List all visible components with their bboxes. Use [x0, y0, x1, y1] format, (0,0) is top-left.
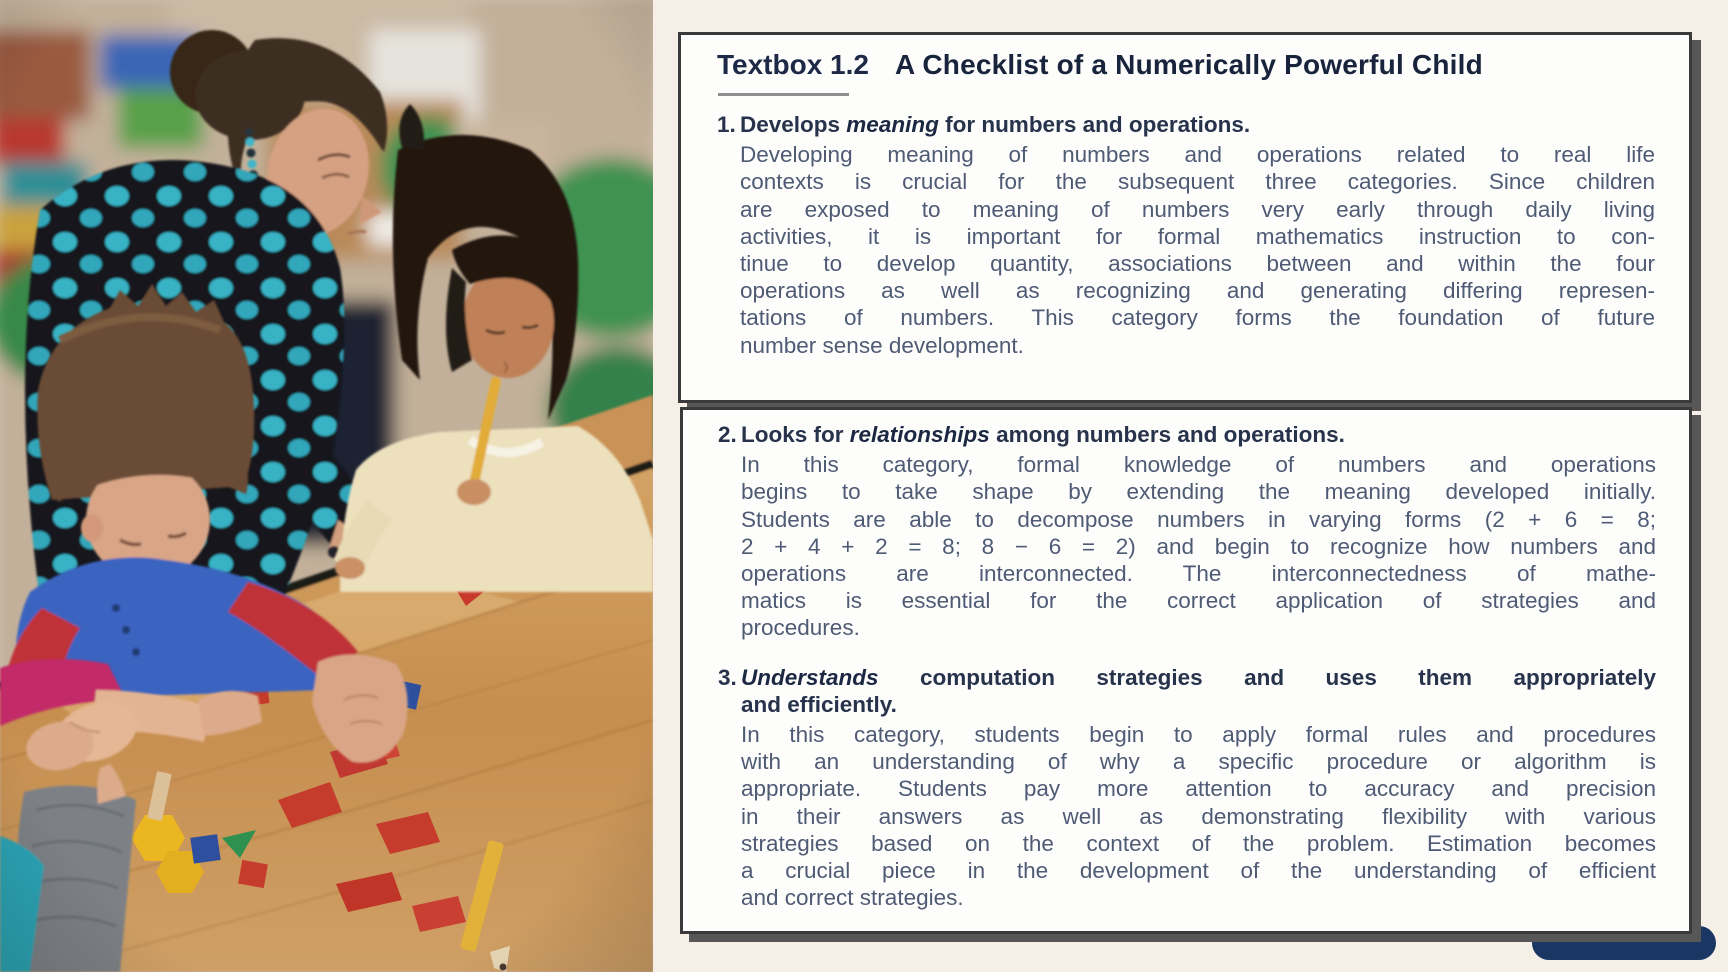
item-heading [741, 421, 1656, 448]
item-body [741, 721, 1656, 911]
item-body-line: a crucial piece in the development of the understanding of efficient [741, 858, 1656, 884]
item-heading-text: Looks for [741, 422, 850, 447]
item-body-line: contexts is crucial for the subsequent three categories. Since children [740, 169, 1655, 195]
item-body-line: begins to take shape by extending the meaning developed initially. [741, 479, 1656, 505]
item-heading-text: Develops [740, 112, 847, 137]
item-keyword: relationships [849, 422, 990, 447]
textbox-title: A Checklist of a Numerically Powerful Child [894, 49, 1483, 80]
item-body-line: strategies based on the context of the problem. Estimation becomes [741, 830, 1656, 856]
checklist-item [718, 664, 1656, 912]
item-heading-text: for numbers and operations. [938, 112, 1251, 137]
photo-vignette [0, 0, 653, 972]
item-body-line: In this category, students begin to apply formal rules and procedures [741, 722, 1656, 748]
textbox-page-bottom [680, 407, 1692, 934]
item-body-line: with an understanding of why a specific procedure or algorithm is [741, 749, 1656, 775]
item-body-line: and correct strategies. [741, 885, 964, 911]
item-body-line: operations are interconnected. The interconnectedness of mathe- [741, 561, 1656, 587]
item-body-line: number sense development. [740, 332, 1024, 358]
item-heading [740, 111, 1655, 138]
item-body-line: matics is essential for the correct application of strategies and [741, 588, 1656, 614]
item-body-line: in their answers as well as demonstrating flexibility with various [741, 803, 1656, 829]
item-number: 2. [718, 422, 737, 447]
item-heading-text: computation strategies and uses them appropriately [878, 664, 1656, 690]
item-heading-line [741, 691, 1656, 718]
textbox-header [717, 48, 1655, 82]
item-keyword: Understands [741, 664, 879, 690]
item-heading-text: among numbers and operations. [989, 422, 1345, 447]
checklist-items-bottom [718, 421, 1656, 911]
item-keyword: meaning [846, 112, 939, 137]
item-body-line: tinue to develop quantity, associations between and within the four [740, 251, 1655, 277]
textbox-page-top [678, 32, 1692, 403]
item-heading-line [741, 664, 1656, 691]
checklist-items-top [717, 111, 1655, 359]
item-heading-line [740, 111, 1655, 138]
item-body-line: 2 + 4 + 2 = 8; 8 − 6 = 2) and begin to recognize how numbers and [741, 533, 1656, 559]
textbox-label: Textbox 1.2 [717, 49, 869, 80]
checklist-item [717, 111, 1655, 359]
item-body-line: Developing meaning of numbers and operations related to real life [740, 142, 1655, 168]
item-body-line: appropriate. Students pay more attention to accuracy and precision [741, 776, 1656, 802]
item-heading [741, 664, 1656, 718]
item-number: 1. [717, 112, 736, 137]
item-number: 3. [718, 664, 737, 690]
item-body-line: procedures. [741, 615, 860, 641]
item-body-line: activities, it is important for formal mathematics instruction to con- [740, 223, 1655, 249]
item-heading-line [741, 421, 1656, 448]
item-body-line: tations of numbers. This category forms the foundation of future [740, 305, 1655, 331]
item-body [741, 451, 1656, 641]
item-body [740, 141, 1655, 359]
checklist-item [718, 421, 1656, 642]
item-body-line: operations as well as recognizing and generating differing represen- [740, 278, 1655, 304]
item-body-line: In this category, formal knowledge of numbers and operations [741, 452, 1656, 478]
item-body-line: Students are able to decompose numbers in varying forms (2 + 6 = 8; [741, 506, 1656, 532]
item-heading-text: and efficiently. [741, 691, 897, 717]
item-body-line: are exposed to meaning of numbers very early through daily living [740, 196, 1655, 222]
classroom-photo [0, 0, 653, 972]
